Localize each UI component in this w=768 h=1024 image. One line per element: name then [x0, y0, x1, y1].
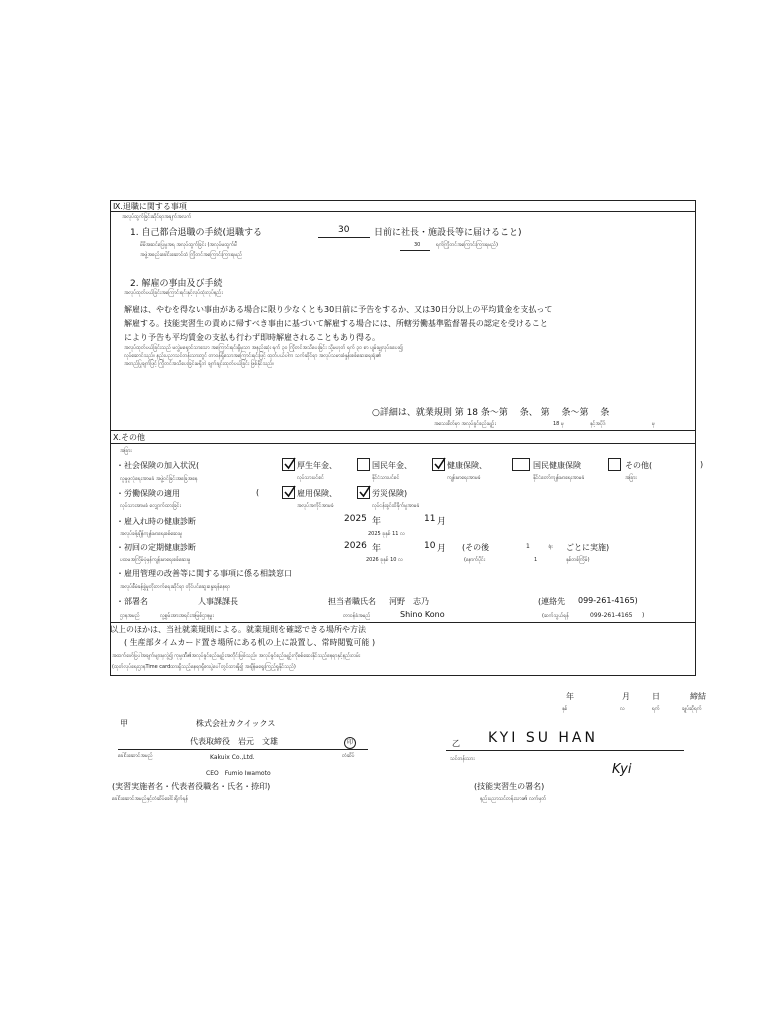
party-b-mark: 乙: [452, 739, 460, 748]
labor-insurance-label-mm: လုပ်သားအာမခံ လျှောက်ထားခြင်း: [120, 503, 181, 509]
checkbox-employee-pension[interactable]: [282, 458, 295, 471]
rep-underline: [118, 749, 368, 750]
first-checkup-year: 2026: [344, 541, 367, 551]
option-health-insurance-mm: ကျန်းမာရေးအာမခံ: [447, 475, 481, 481]
dept-label-mm: ဌာနအမည်: [120, 613, 140, 619]
date-year-label: 年: [566, 692, 574, 701]
section9-header: Ⅸ.退職に関する事項: [113, 202, 187, 211]
first-checkup-after: (その後: [462, 543, 490, 552]
option-workers-comp-mm: လုပ်ငန်းခွင်ထိခိုက်မှုအာမခံ: [372, 503, 420, 509]
resign-notice-days: 30: [338, 225, 350, 235]
date-year-mm: နှစ်: [562, 706, 568, 712]
footer-line3-mm: အထက်ဖော်ပြပါအချက်များမှလွဲ၍ ကုမ္ပဏီ၏အလုပ်ခွင်စည်းမျဉ်းအတိုင်းဖြစ်သည်။ အလုပ်ခွင်စည်းမျဉ်းကိုစစ်ဆေးနိုင်သည့်နေရာနှင့်နည်းလမ်း: [112, 653, 361, 659]
hire-checkup-year: 2025: [344, 514, 367, 524]
option-employee-pension: 厚生年金、: [297, 461, 337, 470]
footer-line4-mm: (ထုတ်လုပ်ရေးဌာနTime cardထားရှိသည့်နေရာရှိစားပွဲပေါ်တွင်ထားရှိ၍ အချိန်မရွေးကြည့်ရှုနိုင်သည်): [112, 664, 296, 670]
labor-insurance-label: ・労働保険の適用: [116, 489, 180, 498]
date-month-mm: လ: [620, 706, 625, 712]
option-national-pension: 国民年金、: [372, 461, 412, 470]
checkbox-national-pension[interactable]: [357, 458, 370, 471]
checkbox-national-health-insurance[interactable]: [512, 458, 530, 471]
section9-header-mm: အလုပ်ထွက်ခြင်းဆိုင်ရာအချက်အလက်: [122, 214, 192, 220]
company-latin: Kakuix Co.,Ltd.: [210, 754, 255, 761]
ceo-name: CEO Fumio Iwamoto: [206, 770, 271, 777]
dismissal-text-mm2: လုပ်ဆောင်သည်။ နည်းပညာသင်တန်းသားတွင် တာဝန်ရှိသောအကြောင်းရင်းဖြင့် ထုတ်ပယ်ပါက သက်ဆိုင်ရာ အလုပ်သမားစံနှုန်းစစ်ဆေးရေးရုံး၏: [124, 353, 382, 359]
person-latin: Shino Kono: [400, 610, 445, 619]
representative-mm: ခေါင်းဆောင်အမည်: [118, 753, 153, 759]
resign-notice-days-mm: 30: [414, 242, 421, 248]
section10-bottom-rule: [110, 622, 696, 623]
social-insurance-label-mm: လူမှုဖူလုံရေးအာမခံ အဖွဲ့ဝင်ခြင်းအခြေအနေ: [120, 476, 198, 482]
resign-procedure-mm-b: ရက်ကြိုတင်အကြောင်းကြားရမည်): [436, 242, 498, 248]
trainee-signature-note: (技能実習生の署名): [474, 782, 545, 791]
party-a-mark: 甲: [120, 719, 128, 728]
option-employment-insurance-mm: အလုပ်အကိုင်အာမခံ: [297, 503, 334, 509]
first-checkup-month-unit: 月: [437, 544, 447, 554]
contact-mm-close: ): [642, 612, 645, 619]
trainee-signature: Kyi: [612, 762, 632, 777]
work-rules-reference: ○詳細は、就業規則 第 18 条～第 条、 第 条～第 条: [372, 408, 610, 418]
checkbox-health-insurance[interactable]: [432, 458, 445, 471]
first-checkup-mm-every: 1: [534, 557, 538, 563]
work-rules-ref-mm-a: 18 မှ: [553, 421, 564, 427]
first-checkup-mm: ပထမအကြိမ်ပုံမှန်ကျန်းမာရေးစစ်ဆေးမှု: [120, 557, 191, 563]
first-checkup-label: ・初回の定期健康診断: [116, 543, 196, 552]
footer-line2: ( 生産部タイムカード置き場所にある机の上に設置し、常時閲覧可能 ): [124, 638, 376, 647]
trainee-name-handwritten: KYI SU HAN: [488, 730, 598, 746]
person-label-mm: တာဝန်ခံအမည်: [343, 613, 371, 619]
signer-role-note: (実習実施者名・代表者役職名・氏名・捺印): [112, 782, 271, 791]
work-rules-reference-mm: အသေးစိတ်မှာ အလုပ်ခွင်စည်းမျဉ်း: [434, 421, 496, 427]
footer-line1: 以上のほかは、当社就業規則による。就業規則を確認できる場所や方法: [110, 625, 366, 634]
consult-desk-mm: အလုပ်စီမံခန့်ခွဲမှုတိုးတက်ရေးဆိုင်ရာ တိုင်ပင်ဆွေးနွေးရန်နေရာ: [120, 584, 230, 590]
first-checkup-year-unit: 年: [372, 544, 382, 554]
option-national-health-insurance-mm: နိုင်ငံတော်ကျန်းမာရေးအာမခံ: [533, 475, 585, 481]
date-month-label: 月: [622, 692, 630, 701]
trainee-underline: [446, 750, 684, 751]
first-checkup-mm-date: 2026 ခုနှစ် 10 လ: [366, 557, 403, 563]
resign-procedure-mm: မိမိအဆင်ပြေမှုအရ အလုပ်ထွက်ခြင်း (အလုပ်မထွက်မီ: [140, 242, 237, 248]
section9-bottom-rule: [110, 430, 696, 431]
consult-desk-label: ・雇用管理の改善等に関する事項に係る相談窓口: [116, 569, 292, 578]
resign-procedure-mm-c: အဖွဲ့အစည်းခေါင်းဆောင်ထံ ကြိုတင်အကြောင်းကြားရမည်: [140, 252, 243, 258]
option-employee-pension-mm: လုပ်သားပင်စင်: [297, 475, 324, 481]
dismissal-text-mm3: အတည်ပြုချက်ဖြင့် ကြိုတင်အသိပေးခြင်းမရှိဘဲ ချက်ချင်းထုတ်ပယ်ခြင်း ဖြစ်နိုင်သည်။: [124, 361, 274, 367]
representative-name: 代表取締役 岩元 文雄: [190, 737, 278, 746]
resign-procedure-prefix: 1. 自己都合退職の手続(退職する: [130, 228, 262, 238]
dismissal-text-line3: により予告も平均賃金の支払も行わず即時解雇されることもあり得る。: [124, 333, 380, 342]
party-b-mm: သင်တန်းသား: [450, 756, 475, 762]
contact-label: (連絡先: [538, 597, 566, 606]
option-other-insurance-mm: အခြား: [625, 475, 637, 481]
dismissal-text-line2: 解雇する。技能実習生の責めに帰すべき事由に基づいて解雇する場合には、所轄労働基準監督署長の認定を受けること: [124, 319, 548, 328]
dismissal-text-mm1: အလုပ်ထုတ်ပယ်ခြင်းသည် မလွှဲမရှောင်သာသော အကြောင်းရင်းရှိမှသာ အနည်းဆုံး ရက် ၃၀ ကြိုတင်အသိပေးခြင်း သို့မဟုတ် ရက် ၃၀ စာ ပျမ်းမျှလုပ်ခပေး၍: [124, 345, 403, 351]
first-checkup-mm-tail: နှစ်တစ်ကြိမ်): [566, 557, 590, 563]
person-label: 担当者職氏名: [328, 597, 376, 606]
date-concluded-mm: ချုပ်ဆိုရက်: [682, 706, 702, 712]
dismissal-text-line1: 解雇は、やむを得ない事由がある場合に限り少なくとも30日前に予告をするか、又は30日分以上の平均賃金を支払って: [124, 305, 553, 314]
signer-role-note-mm: ခေါင်းဆောင်အမည်နှင့်တံဆိပ်ခေါင်းရိုက်ရန်: [112, 796, 189, 802]
section10-header: Ⅹ.その他: [113, 433, 146, 442]
company-name: 株式会社カクイックス: [196, 719, 276, 728]
option-national-health-insurance: 国民健康保険: [533, 461, 581, 470]
date-day-label: 日: [652, 692, 660, 701]
seal-mark: 印: [344, 737, 356, 749]
checkbox-workers-comp[interactable]: [357, 486, 370, 499]
labor-insurance-open: (: [256, 488, 260, 497]
seal-mm: တံဆိပ်: [342, 753, 355, 759]
section10-header-rule: [110, 443, 696, 444]
first-checkup-every-unit: 年: [548, 545, 554, 551]
hire-checkup-mm: အလုပ်ခန့်ချိန်ကျန်းမာရေးစစ်ဆေးမှု: [120, 531, 183, 537]
dismissal-heading: 2. 解雇の事由及び手続: [130, 279, 223, 289]
work-rules-ref-mm-c: မှ: [652, 421, 655, 427]
person-value: 河野 志乃: [389, 597, 429, 606]
option-workers-comp: 労災保険): [372, 489, 408, 498]
trainee-signature-note-mm: နည်းပညာသင်တန်းသား၏ လက်မှတ်: [480, 796, 547, 802]
contact-label-mm: (ဆက်သွယ်ရန်: [542, 613, 569, 619]
dept-value: 人事課課長: [198, 597, 238, 606]
checkbox-other-insurance[interactable]: [608, 458, 621, 471]
hire-checkup-label: ・雇入れ時の健康診断: [116, 517, 196, 526]
contact-phone: 099-261-4165): [578, 596, 638, 605]
option-national-pension-mm: နိုင်ငံသားပင်စင်: [372, 475, 400, 481]
resign-days-underline: [318, 237, 370, 238]
option-other-insurance: その他(: [625, 461, 653, 470]
dept-label: ・部署名: [116, 597, 148, 606]
first-checkup-month: 10: [424, 541, 436, 551]
checkbox-employment-insurance[interactable]: [282, 486, 295, 499]
dept-value-mm: လူ့စွမ်းအားအရင်းအမြစ်ဌာနမှူး: [160, 613, 214, 619]
dismissal-heading-mm: အလုပ်ထုတ်ပယ်ခြင်းအကြောင်းရင်းနှင့်လုပ်ထုံးလုပ်နည်း: [124, 290, 223, 296]
resign-procedure-suffix: 日前に社長・施設長等に届けること): [374, 228, 522, 238]
other-insurance-close: ): [700, 460, 704, 469]
other-mm: အခြား: [120, 448, 132, 454]
resign-days-mm-underline: [400, 250, 430, 251]
hire-checkup-month-unit: 月: [437, 517, 447, 527]
first-checkup-tail: ごとに実施): [566, 543, 610, 552]
hire-checkup-month: 11: [424, 514, 436, 524]
contact-phone-mm: 099-261-4165: [590, 612, 633, 619]
hire-checkup-year-unit: 年: [372, 517, 382, 527]
date-day-mm: ရက်: [652, 706, 660, 712]
hire-checkup-mm-date: 2025 ခုနှစ် 11 လ: [368, 531, 405, 537]
first-checkup-mm-after: (နောက်ပိုင်း: [464, 557, 486, 563]
section9-header-rule: [110, 211, 696, 212]
work-rules-ref-mm-b: နှင့်အပိုဒ်: [590, 421, 606, 427]
option-employment-insurance: 雇用保険、: [297, 489, 337, 498]
option-health-insurance: 健康保険、: [447, 461, 487, 470]
first-checkup-every: 1: [526, 543, 530, 550]
social-insurance-label: ・社会保険の加入状況(: [116, 461, 200, 470]
date-concluded-label: 締結: [690, 692, 706, 701]
